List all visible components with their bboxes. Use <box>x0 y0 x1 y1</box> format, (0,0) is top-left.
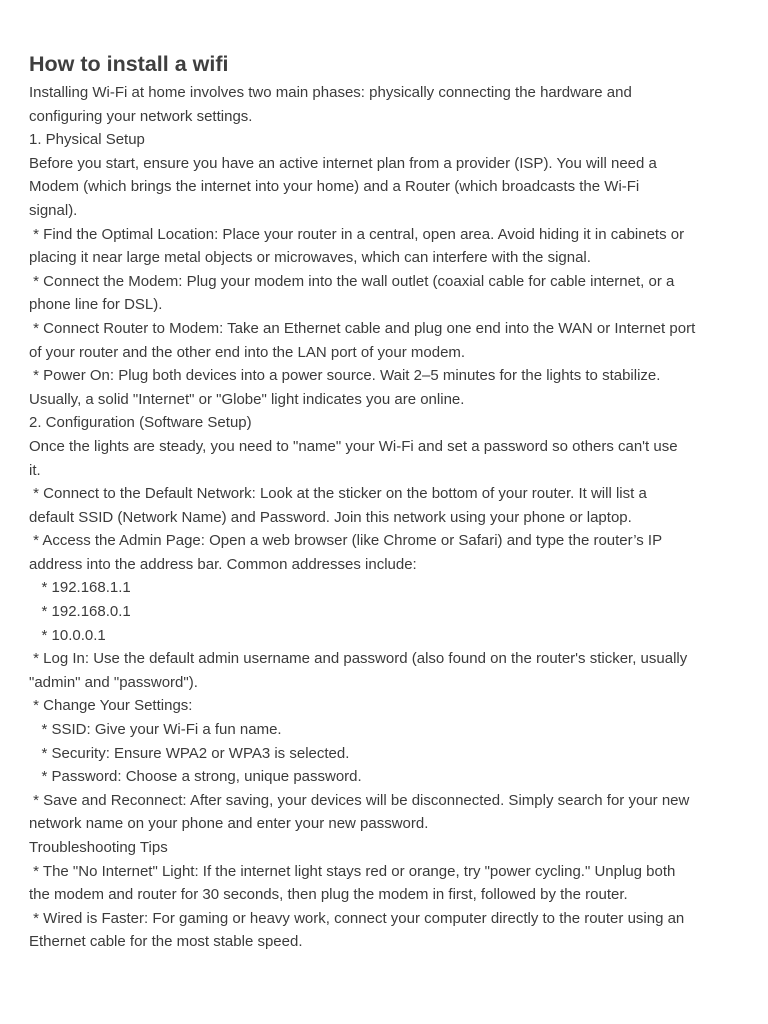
body-line: Troubleshooting Tips <box>29 839 168 856</box>
body-line: * 192.168.1.1 <box>29 579 131 597</box>
body-line: * Access the Admin Page: Open a web browser (like Chrome or Safari) and type the router’s IP <box>29 532 663 550</box>
body-line: 2. Configuration (Software Setup) <box>29 414 252 432</box>
body-line: "admin" and "password"). <box>29 673 198 691</box>
body-line: it. <box>29 461 41 479</box>
body-line: * Password: Choose a strong, unique password. <box>29 768 362 786</box>
body-line: * Change Your Settings: <box>29 697 193 715</box>
body-line: 1. Physical Setup <box>29 131 145 149</box>
body-line: Ethernet cable for the most stable speed. <box>29 933 303 951</box>
body-line: * Power On: Plug both devices into a power source. Wait 2–5 minutes for the lights to stabilize. <box>29 367 661 385</box>
body-line: * 192.168.0.1 <box>29 603 131 621</box>
body-line: * Security: Ensure WPA2 or WPA3 is selected. <box>29 744 350 762</box>
body-line: signal). <box>29 201 78 219</box>
body-line: address into the address bar. Common addresses include: <box>29 555 417 573</box>
body-line: Once the lights are steady, you need to "name" your Wi-Fi and set a password so others can't use <box>29 437 678 455</box>
note-title: How to install a wifi <box>29 52 229 76</box>
body-line: * Wired is Faster: For gaming or heavy work, connect your computer directly to the router using an <box>29 909 685 927</box>
body-line: * The "No Internet" Light: If the internet light stays red or orange, try "power cycling." Unplug both <box>29 862 676 880</box>
note-body[interactable] <box>29 81 759 954</box>
body-line: * Save and Reconnect: After saving, your devices will be disconnected. Simply search for your new <box>29 791 690 809</box>
body-line: * Connect the Modem: Plug your modem into the wall outlet (coaxial cable for cable internet, or a <box>29 272 675 290</box>
body-line: placing it near large metal objects or microwaves, which can interfere with the signal. <box>29 249 591 267</box>
body-line: * SSID: Give your Wi-Fi a fun name. <box>29 721 282 739</box>
body-line: Modem (which brings the internet into your home) and a Router (which broadcasts the Wi-Fi <box>29 178 640 196</box>
body-line: configuring your network settings. <box>29 107 253 125</box>
body-line: network name on your phone and enter your new password. <box>29 815 429 833</box>
body-line: Installing Wi-Fi at home involves two main phases: physically connecting the hardware and <box>29 84 632 101</box>
body-line: * Find the Optimal Location: Place your router in a central, open area. Avoid hiding it in cabinets or <box>29 225 685 243</box>
body-line: * Log In: Use the default admin username and password (also found on the router's sticker, usually <box>29 650 688 668</box>
body-line: Usually, a solid "Internet" or "Globe" light indicates you are online. <box>29 390 465 408</box>
body-line: * Connect Router to Modem: Take an Ethernet cable and plug one end into the WAN or Internet port <box>29 319 696 337</box>
body-line: * Connect to the Default Network: Look at the sticker on the bottom of your router. It will list a <box>29 485 647 503</box>
body-line: Before you start, ensure you have an active internet plan from a provider (ISP). You will need a <box>29 154 657 172</box>
body-line: * 10.0.0.1 <box>29 626 106 644</box>
body-line: phone line for DSL). <box>29 296 163 314</box>
body-line: default SSID (Network Name) and Password. Join this network using your phone or laptop. <box>29 508 632 526</box>
body-line: the modem and router for 30 seconds, then plug the modem in first, followed by the router. <box>29 886 628 904</box>
body-line: of your router and the other end into the LAN port of your modem. <box>29 343 466 361</box>
